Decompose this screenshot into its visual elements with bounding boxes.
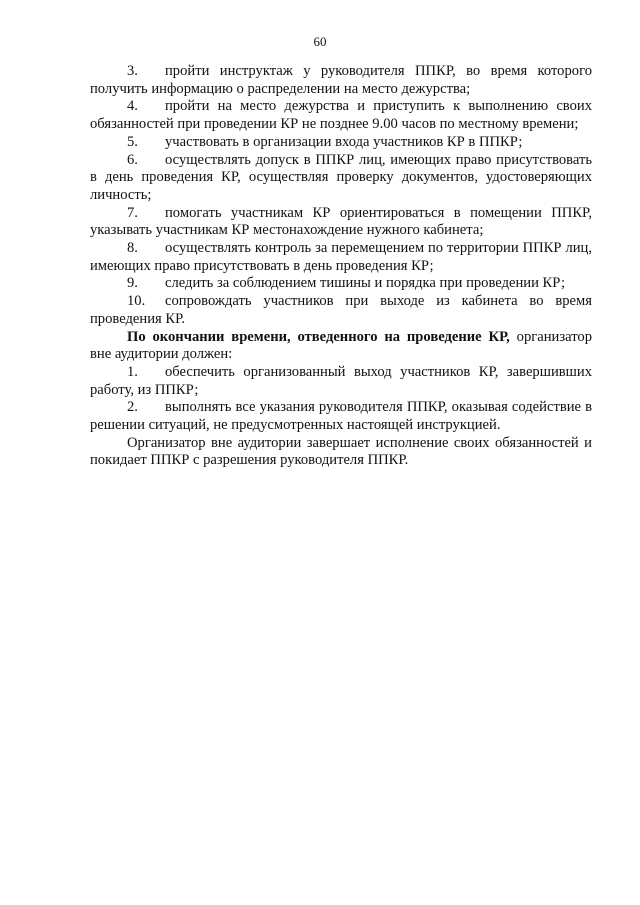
section-intro (90, 329, 592, 364)
item-number: 10. (127, 293, 146, 310)
list-item (90, 240, 592, 275)
list-item (90, 98, 592, 133)
section-intro-text: организатор вне аудитории должен: (90, 328, 592, 363)
item-text: пройти инструктаж у руководителя ППКР, во время которого получить информацию о распределении на место дежурства; (90, 63, 592, 97)
list-item (90, 399, 592, 434)
item-text: обеспечить организованный выход участников КР, завершивших работу, из ППКР; (90, 363, 592, 398)
item-number: 3. (127, 63, 138, 79)
list-item (90, 63, 592, 98)
item-text: осуществлять контроль за перемещением по территории ППКР лиц, имеющих право присутствовать в день проведения КР; (90, 240, 592, 274)
item-text: сопровождать участников при выходе из кабинета во время проведения КР. (90, 293, 592, 327)
item-number: 1. (127, 363, 138, 380)
item-text: осуществлять допуск в ППКР лиц, имеющих право присутствовать в день проведения КР, осуществляя проверку документов, удостоверяющих личность; (90, 151, 592, 203)
item-number: 6. (127, 151, 138, 168)
list-item (90, 152, 592, 205)
section-intro-bold: По окончании времени, отведенного на проведение КР, (127, 328, 510, 345)
document-body (90, 63, 592, 470)
list-item (90, 275, 592, 293)
list-item (90, 293, 592, 328)
closing-paragraph: Организатор вне аудитории завершает исполнение своих обязанностей и покидает ППКР с разрешения руководителя ППКР. (90, 434, 592, 469)
item-text: выполнять все указания руководителя ППКР, оказывая содействие в решении ситуаций, не предусмотренных настоящей инструкцией. (90, 399, 592, 434)
item-text: следить за соблюдением тишины и порядка при проведении КР; (165, 275, 565, 292)
item-number: 2. (127, 399, 138, 416)
item-text: помогать участникам КР ориентироваться в помещении ППКР, указывать участникам КР местонахождение нужного кабинета; (90, 204, 592, 239)
item-number: 4. (127, 98, 138, 115)
item-text: пройти на место дежурства и приступить к выполнению своих обязанностей при проведении КР не позднее 9.00 часов по местному времени; (90, 98, 592, 133)
item-number: 5. (127, 133, 138, 150)
item-text: участвовать в организации входа участников КР в ППКР; (165, 133, 523, 150)
list-item (90, 205, 592, 240)
item-number: 8. (127, 240, 138, 257)
page-number: 60 (313, 34, 327, 49)
item-number: 7. (127, 204, 138, 221)
list-item (90, 364, 592, 399)
item-number: 9. (127, 275, 138, 292)
list-item (90, 134, 592, 152)
